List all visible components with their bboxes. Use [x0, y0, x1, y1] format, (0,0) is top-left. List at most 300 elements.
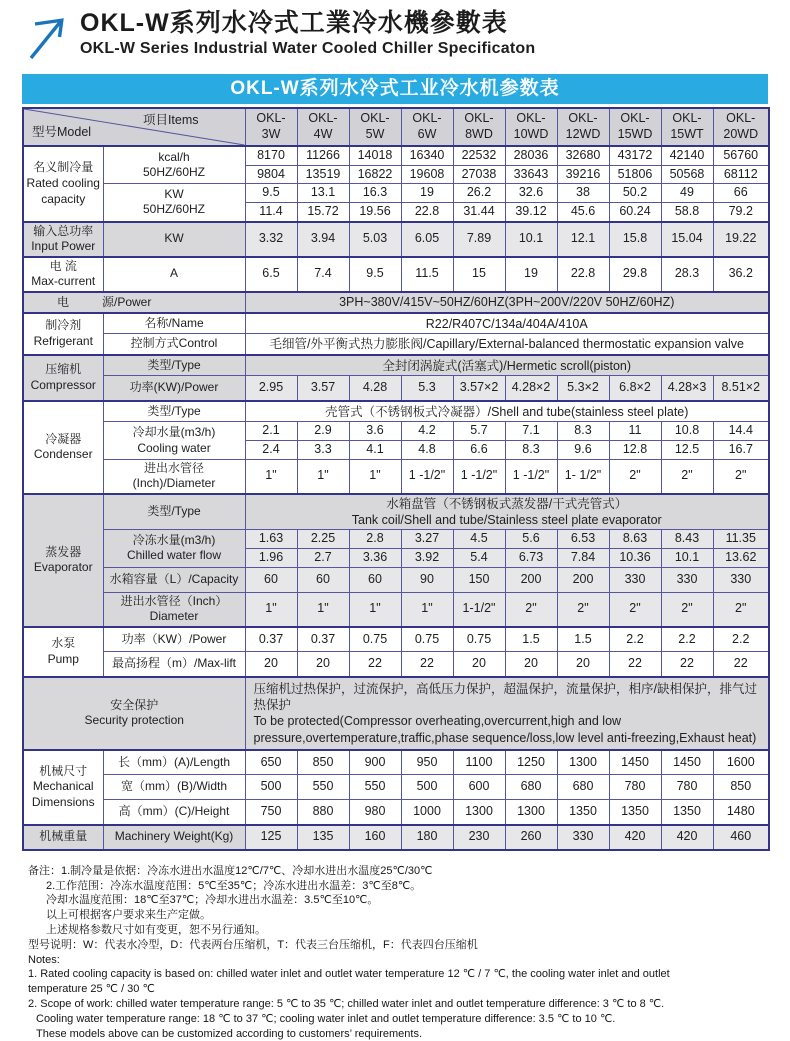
value-cell: 1" [349, 592, 401, 627]
item-label-cell [103, 592, 245, 627]
value-cell: 49 [661, 184, 713, 203]
item-label-cell [103, 652, 245, 677]
value-cell: 3.32 [245, 222, 297, 257]
model-header [453, 108, 505, 146]
text-line: 长（mm）(A)/Length [117, 754, 231, 769]
value-cell: 14.4 [713, 422, 769, 441]
text-line: Input Power [31, 239, 96, 254]
text-line: 宽（mm）(B)/Width [121, 779, 227, 794]
value-cell: 0.37 [245, 627, 297, 652]
value-cell: 10.1 [505, 222, 557, 257]
value-cell: 13.1 [297, 184, 349, 203]
text-line: 10WD [513, 127, 549, 141]
note-line: 上述规格参数尺寸如有变更，恕不另行通知。 [46, 923, 266, 936]
value-cell: 15.8 [609, 222, 661, 257]
text-line: Evaporator [33, 560, 93, 575]
value-cell: 0.37 [297, 627, 349, 652]
value-cell: 330 [609, 567, 661, 592]
value-cell: 260 [505, 825, 557, 850]
value-cell: 10.36 [609, 548, 661, 567]
text-line: 6W [417, 127, 437, 141]
item-label-cell [103, 146, 245, 184]
value-cell: 19.22 [713, 222, 769, 257]
value-cell: 850 [713, 775, 769, 800]
value-cell: 1" [401, 592, 453, 627]
text-line: 压缩机过热保护，过流保护，高低压力保护，超温保护，流量保护，相序/缺相保护，排气过热保护 [253, 681, 757, 712]
text-line: 50HZ/60HZ [142, 165, 206, 180]
table-row [23, 627, 769, 652]
text-line: 4W [313, 127, 333, 141]
value-cell: 1.63 [245, 530, 297, 549]
text-line: 输入总功率 [33, 223, 94, 238]
text-line: Refrigerant [33, 333, 93, 348]
value-cell: 2" [609, 459, 661, 494]
value-cell: 79.2 [713, 202, 769, 221]
value-cell: 2.7 [297, 548, 349, 567]
value-cell: 2.8 [349, 530, 401, 549]
text-line: Max-current [31, 274, 96, 289]
value-cell: 230 [453, 825, 505, 850]
corner-cell [23, 108, 245, 146]
item-label-cell [103, 459, 245, 494]
value-cell: 1" [297, 459, 349, 494]
item-label-cell [103, 775, 245, 800]
value-cell: 11266 [297, 146, 349, 165]
item-label-cell [103, 567, 245, 592]
text-line: 功率（KW）/Power [121, 631, 227, 646]
text-line: OKL- [726, 111, 756, 126]
table-row [23, 800, 769, 825]
category-label: 源/Power [102, 294, 152, 309]
text-line: Machinery Weight(Kg) [114, 829, 234, 844]
value-cell: 7.4 [297, 257, 349, 292]
item-label-cell [103, 184, 245, 222]
model-header [661, 108, 713, 146]
value-cell: 2" [661, 459, 713, 494]
value-cell: 500 [245, 775, 297, 800]
text-line: Rated cooling [26, 175, 100, 190]
value-cell: 10.8 [661, 422, 713, 441]
value-cell: 1450 [609, 750, 661, 775]
value-cell: 56760 [713, 146, 769, 165]
value-cell: 8.3 [557, 422, 609, 441]
value-cell: 60 [349, 567, 401, 592]
text-line: Compressor [30, 377, 96, 392]
value-cell: 20 [505, 652, 557, 677]
category-cell [23, 257, 103, 292]
value-cell: 13519 [297, 165, 349, 184]
value-cell: 1250 [505, 750, 557, 775]
value-cell: 4.8 [401, 441, 453, 460]
table-row [23, 257, 769, 292]
value-cell: 66 [713, 184, 769, 203]
page-title-en: OKL-W Series Industrial Water Cooled Chiller Specificaton [80, 40, 536, 57]
value-cell: 22.8 [557, 257, 609, 292]
value-cell: 16822 [349, 165, 401, 184]
value-cell: 19.56 [349, 202, 401, 221]
text-line: Security protection [84, 713, 184, 728]
table-row [23, 459, 769, 494]
value-cell: 5.7 [453, 422, 505, 441]
value-cell: 150 [453, 567, 505, 592]
merged-value-cell [245, 313, 769, 334]
table-row [23, 677, 769, 750]
text-line: 15WT [670, 127, 704, 141]
value-cell: 15.72 [297, 202, 349, 221]
note-line: 2.工作范围：冷冻水温度范围：5℃至35℃；冷冻水进出水温差：3℃至8℃。 [46, 879, 422, 892]
merged-value-cell [245, 334, 769, 355]
value-cell: 1350 [557, 800, 609, 825]
model-header [401, 108, 453, 146]
text-line: R22/R407C/134a/404A/410A [425, 316, 588, 331]
table-row [23, 401, 769, 422]
item-label-cell [103, 825, 245, 850]
value-cell: 58.8 [661, 202, 713, 221]
text-line: 毛细管/外平衡式热力膨胀阀/Capillary/External-balanced thermostatic expansion valve [269, 337, 744, 351]
value-cell: 19608 [401, 165, 453, 184]
brand-arrow-icon [26, 10, 72, 62]
text-line: 水箱容量（L）/Capacity [109, 571, 239, 586]
value-cell: 4.5 [453, 530, 505, 549]
value-cell: 1300 [505, 800, 557, 825]
value-cell: 125 [245, 825, 297, 850]
value-cell: 43172 [609, 146, 661, 165]
text-line: 控制方式Control [130, 336, 218, 351]
text-line: 机械重量 [39, 829, 88, 844]
note-line: Notes: [28, 953, 60, 966]
value-cell: 0.75 [453, 627, 505, 652]
text-line: OKL- [672, 111, 702, 126]
value-cell: 15.04 [661, 222, 713, 257]
text-line: Pump [47, 651, 79, 666]
value-cell: 420 [609, 825, 661, 850]
value-cell: 19 [505, 257, 557, 292]
category-cell [23, 355, 103, 401]
value-cell: 90 [401, 567, 453, 592]
value-cell: 12.8 [609, 441, 661, 460]
value-cell: 60.24 [609, 202, 661, 221]
value-cell: 6.5 [245, 257, 297, 292]
value-cell: 11.4 [245, 202, 297, 221]
text-line: 5W [365, 127, 385, 141]
merged-value-cell [245, 355, 769, 376]
spec-table-body [23, 146, 769, 850]
value-cell: 180 [401, 825, 453, 850]
text-line: 冷冻水量(m3/h) [132, 532, 216, 547]
table-row [23, 567, 769, 592]
value-cell: 330 [557, 825, 609, 850]
text-line: 水泵 [51, 636, 76, 651]
value-cell: 200 [505, 567, 557, 592]
text-line: KW [164, 231, 184, 246]
text-line: OKL- [516, 111, 546, 126]
value-cell: 22 [349, 652, 401, 677]
value-cell: 33643 [505, 165, 557, 184]
value-cell: 4.28 [349, 376, 401, 401]
value-cell: 20 [245, 652, 297, 677]
note-line: These models above can be customized according to customers’ requirements. [36, 1027, 423, 1040]
value-cell: 1" [245, 459, 297, 494]
value-cell: 42140 [661, 146, 713, 165]
value-cell: 3.6 [349, 422, 401, 441]
title-block [80, 8, 535, 58]
value-cell: 0.75 [401, 627, 453, 652]
text-line: 15WD [617, 127, 653, 141]
value-cell: 22 [661, 652, 713, 677]
value-cell: 2.4 [245, 441, 297, 460]
table-row [23, 422, 769, 441]
value-cell: 2" [661, 592, 713, 627]
value-cell: 3.36 [349, 548, 401, 567]
value-cell: 780 [609, 775, 661, 800]
model-header-row [23, 108, 769, 146]
value-cell: 1" [297, 592, 349, 627]
value-cell: 6.53 [557, 530, 609, 549]
value-cell: 20 [453, 652, 505, 677]
value-cell: 12.5 [661, 441, 713, 460]
text-line: A [169, 266, 178, 281]
value-cell: 2.9 [297, 422, 349, 441]
item-label-cell [103, 422, 245, 459]
value-cell: 36.2 [713, 257, 769, 292]
text-line: 类型/Type [147, 357, 201, 372]
text-line: 3PH~380V/415V~50HZ/60HZ(3PH~200V/220V 50HZ/60HZ) [339, 295, 675, 310]
model-header [609, 108, 661, 146]
item-label-cell [103, 376, 245, 401]
table-title-band: OKL-W系列水冷式工业冷水机参数表 [22, 74, 768, 104]
value-cell: 0.75 [349, 627, 401, 652]
value-cell: 7.1 [505, 422, 557, 441]
text-line: 50HZ/60HZ [142, 202, 206, 217]
value-cell: 2.95 [245, 376, 297, 401]
value-cell: 3.94 [297, 222, 349, 257]
value-cell: 1-1/2" [453, 592, 505, 627]
text-line: OKL- [308, 111, 338, 126]
category-cell [23, 313, 103, 355]
value-cell: 4.1 [349, 441, 401, 460]
value-cell: 1000 [401, 800, 453, 825]
item-label-cell [103, 401, 245, 422]
value-cell: 1 -1/2" [505, 459, 557, 494]
value-cell: 50.2 [609, 184, 661, 203]
text-line: 进出水管径 [143, 460, 204, 475]
text-line: 最高扬程（m）/Max-lift [112, 656, 236, 671]
value-cell: 1350 [609, 800, 661, 825]
value-cell: 4.2 [401, 422, 453, 441]
text-line: 水箱盘管（不锈钢板式蒸发器/干式壳管式） [386, 496, 628, 511]
item-label-cell [103, 530, 245, 567]
value-cell: 1100 [453, 750, 505, 775]
value-cell: 22 [713, 652, 769, 677]
note-line: 备注：1.制冷量是依据：冷冻水进出水温度12℃/7℃、冷却水进出水温度25℃/30℃ [28, 864, 433, 877]
model-header [505, 108, 557, 146]
value-cell: 32680 [557, 146, 609, 165]
value-cell: 900 [349, 750, 401, 775]
value-cell: 850 [297, 750, 349, 775]
value-cell: 9.6 [557, 441, 609, 460]
value-cell: 1- 1/2" [557, 459, 609, 494]
table-row [23, 146, 769, 165]
value-cell: 330 [661, 567, 713, 592]
item-label-cell [103, 355, 245, 376]
table-row [23, 222, 769, 257]
value-cell: 27038 [453, 165, 505, 184]
value-cell: 1 -1/2" [453, 459, 505, 494]
table-row [23, 530, 769, 549]
category-cell [23, 401, 103, 494]
text-line: (Inch)/Diameter [132, 476, 216, 491]
value-cell: 8.63 [609, 530, 661, 549]
table-row [23, 592, 769, 627]
value-cell: 650 [245, 750, 297, 775]
value-cell: 16.7 [713, 441, 769, 460]
text-line: Dimensions [31, 795, 95, 810]
note-line: 2. Scope of work: chilled water temperature range: 5 ℃ to 35 ℃; chilled water inlet and outlet temperature difference: 3 ℃ to 8 ℃. [28, 997, 665, 1010]
notes-chinese [22, 864, 768, 953]
value-cell: 6.8×2 [609, 376, 661, 401]
value-cell: 15 [453, 257, 505, 292]
value-cell: 1.5 [505, 627, 557, 652]
value-cell: 550 [297, 775, 349, 800]
category-cell [23, 750, 103, 825]
value-cell: 11.5 [401, 257, 453, 292]
value-cell: 2.2 [609, 627, 661, 652]
text-line: 电 流 [49, 258, 77, 273]
item-label-cell [103, 750, 245, 775]
value-cell: 10.1 [661, 548, 713, 567]
table-row [23, 775, 769, 800]
table-row [23, 184, 769, 203]
value-cell: 20 [557, 652, 609, 677]
value-cell: 45.6 [557, 202, 609, 221]
category-cell [23, 627, 103, 677]
value-cell: 1.5 [557, 627, 609, 652]
value-cell: 8.43 [661, 530, 713, 549]
value-cell: 11 [609, 422, 661, 441]
value-cell: 22.8 [401, 202, 453, 221]
table-row [23, 825, 769, 850]
value-cell: 550 [349, 775, 401, 800]
value-cell: 22 [609, 652, 661, 677]
text-line: Tank coil/Shell and tube/Stainless steel plate evaporator [351, 513, 662, 528]
category-cell [23, 494, 103, 627]
value-cell: 8170 [245, 146, 297, 165]
text-line: 制冷剂 [45, 318, 82, 333]
value-cell: 68112 [713, 165, 769, 184]
text-line: KW [164, 186, 184, 201]
merged-value-cell [245, 401, 769, 422]
value-cell: 1450 [661, 750, 713, 775]
text-line: 20WD [723, 127, 759, 141]
value-cell: 31.44 [453, 202, 505, 221]
value-cell: 28036 [505, 146, 557, 165]
value-cell: 14018 [349, 146, 401, 165]
table-row [23, 313, 769, 334]
value-cell: 2" [609, 592, 661, 627]
value-cell: 2.25 [297, 530, 349, 549]
text-line: Diameter [149, 609, 199, 624]
text-line: OKL- [256, 111, 286, 126]
value-cell: 680 [505, 775, 557, 800]
item-label-cell [103, 627, 245, 652]
item-label-cell [103, 313, 245, 334]
value-cell: 2" [505, 592, 557, 627]
table-row [23, 652, 769, 677]
category-cell [23, 825, 103, 850]
notes-english [22, 953, 768, 1041]
value-cell: 5.03 [349, 222, 401, 257]
value-cell: 4.28×3 [661, 376, 713, 401]
merged-value-cell [245, 494, 769, 530]
table-row [23, 292, 769, 313]
value-cell: 3.57×2 [453, 376, 505, 401]
text-line: Cooling water [137, 440, 211, 455]
text-line: 功率(KW)/Power [129, 380, 219, 395]
text-line: 名义制冷量 [33, 160, 94, 175]
value-cell: 3.27 [401, 530, 453, 549]
note-line: 1. Rated cooling capacity is based on: chilled water inlet and outlet water temperature 12 ℃ / 7 ℃, the cooling water inlet and outlet [28, 968, 670, 981]
text-line: 冷凝器 [45, 431, 82, 446]
text-line: OKL- [464, 111, 494, 126]
value-cell: 750 [245, 800, 297, 825]
category-cell [23, 222, 103, 257]
value-cell: 6.6 [453, 441, 505, 460]
text-line: 安全保护 [110, 697, 159, 712]
category-cell [23, 146, 103, 222]
text-line: 8WD [465, 127, 493, 141]
note-line: 以上可根据客户要求来生产定做。 [46, 909, 211, 922]
table-row [23, 494, 769, 530]
category-label: 电 [56, 294, 69, 309]
value-cell: 2.2 [661, 627, 713, 652]
value-cell: 1" [349, 459, 401, 494]
value-cell: 7.84 [557, 548, 609, 567]
value-cell: 9.5 [349, 257, 401, 292]
value-cell: 60 [297, 567, 349, 592]
masthead [26, 8, 768, 62]
value-cell: 2.1 [245, 422, 297, 441]
text-line: OKL- [568, 111, 598, 126]
value-cell: 60 [245, 567, 297, 592]
value-cell: 6.73 [505, 548, 557, 567]
page-title-zh: OKL-W系列水冷式工業冷水機參數表 [80, 9, 508, 37]
value-cell: 1.96 [245, 548, 297, 567]
note-line: temperature 25 ℃ / 30 ℃ [28, 983, 155, 996]
value-cell: 29.8 [609, 257, 661, 292]
value-cell: 1350 [661, 800, 713, 825]
text-line: OKL- [360, 111, 390, 126]
value-cell: 2.2 [713, 627, 769, 652]
value-cell: 1600 [713, 750, 769, 775]
value-cell: 22 [401, 652, 453, 677]
text-line: 高（mm）(C)/Height [118, 804, 230, 819]
value-cell: 9804 [245, 165, 297, 184]
value-cell: 460 [713, 825, 769, 850]
text-line: Mechanical [32, 779, 94, 794]
value-cell: 39216 [557, 165, 609, 184]
value-cell: 5.6 [505, 530, 557, 549]
value-cell: 1300 [557, 750, 609, 775]
value-cell: 1 -1/2" [401, 459, 453, 494]
text-line: Chilled water flow [126, 548, 222, 563]
value-cell: 39.12 [505, 202, 557, 221]
value-cell: 1480 [713, 800, 769, 825]
value-cell: 16.3 [349, 184, 401, 203]
model-header [349, 108, 401, 146]
value-cell: 5.4 [453, 548, 505, 567]
text-line: 名称/Name [144, 315, 204, 330]
item-label-cell [103, 800, 245, 825]
